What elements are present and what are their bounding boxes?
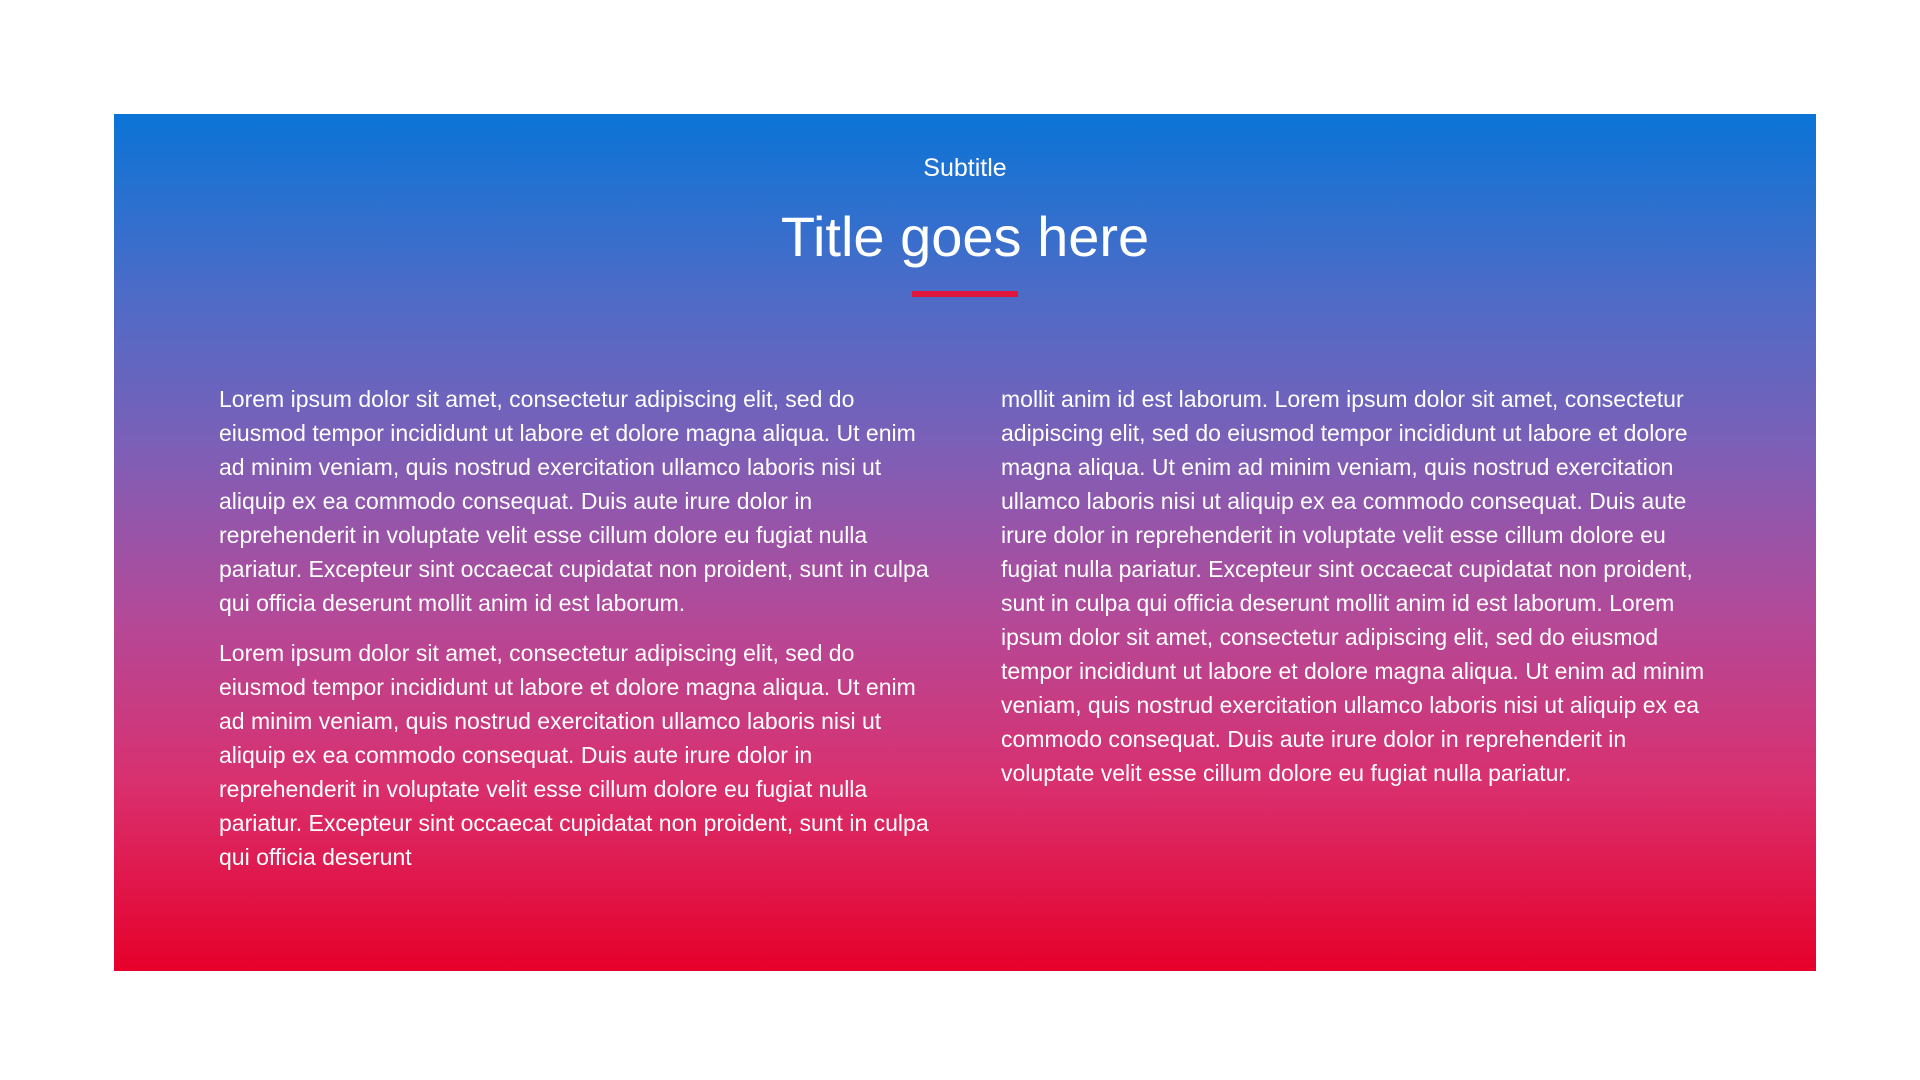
slide-subtitle: Subtitle <box>923 154 1007 182</box>
slide-panel <box>114 114 1816 971</box>
right-paragraph-1: mollit anim id est laborum. Lorem ipsum dolor sit amet, consectetur adipiscing elit, sed do eiusmod tempor incididunt ut labore et dolore magna aliqua. Ut enim ad minim veniam, quis nostrud exercitation ullamco laboris nisi ut aliquip ex ea commodo consequat. Duis aute irure dolor in reprehenderit in voluptate velit esse cillum dolore eu fugiat nulla pariatur. Excepteur sint occaecat cupidatat non proident, sunt in culpa qui officia deserunt mollit anim id est laborum. Lorem ipsum dolor sit amet, consectetur adipiscing elit, sed do eiusmod tempor incididunt ut labore et dolore magna aliqua. Ut enim ad minim veniam, quis nostrud exercitation ullamco laboris nisi ut aliquip ex ea commodo consequat. Duis aute irure dolor in reprehenderit in voluptate velit esse cillum dolore eu fugiat nulla pariatur. <box>1001 386 1705 786</box>
right-text-column <box>1001 382 1721 806</box>
left-text-column <box>219 382 939 890</box>
left-paragraph-1: Lorem ipsum dolor sit amet, consectetur adipiscing elit, sed do eiusmod tempor incididunt ut labore et dolore magna aliqua. Ut enim ad minim veniam, quis nostrud exercitation ullamco laboris nisi ut aliquip ex ea commodo consequat. Duis aute irure dolor in reprehenderit in voluptate velit esse cillum dolore eu fugiat nulla pariatur. Excepteur sint occaecat cupidatat non proident, sunt in culpa qui officia deserunt mollit anim id est laborum. <box>219 386 929 616</box>
title-underline <box>912 291 1018 297</box>
left-paragraph-2: Lorem ipsum dolor sit amet, consectetur adipiscing elit, sed do eiusmod tempor incididunt ut labore et dolore magna aliqua. Ut enim ad minim veniam, quis nostrud exercitation ullamco laboris nisi ut aliquip ex ea commodo consequat. Duis aute irure dolor in reprehenderit in voluptate velit esse cillum dolore eu fugiat nulla pariatur. Excepteur sint occaecat cupidatat non proident, sunt in culpa qui officia deserunt <box>219 640 929 870</box>
slide-title: Title goes here <box>780 205 1150 268</box>
